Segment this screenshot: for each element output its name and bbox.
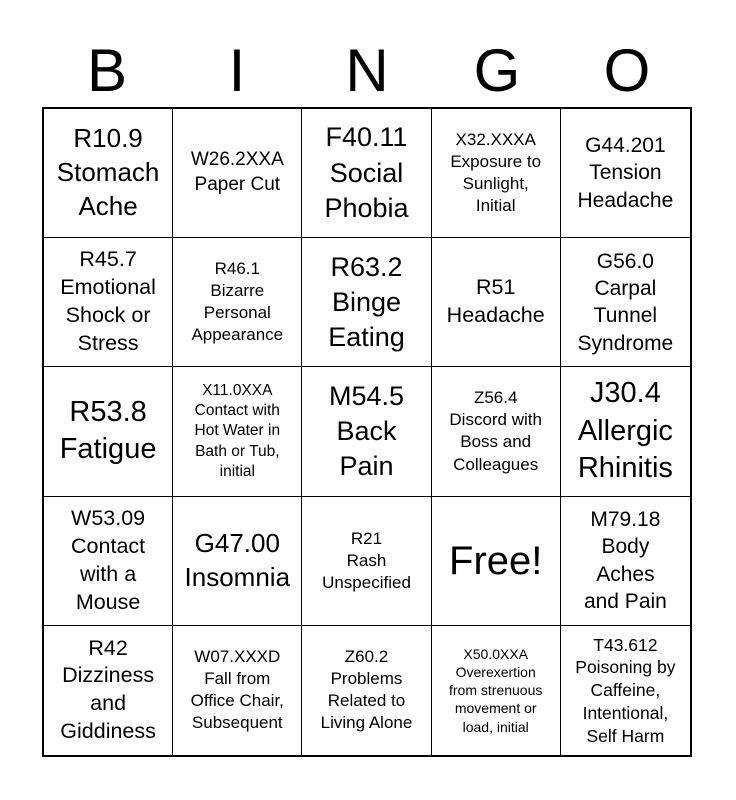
- cell-label-line: Intentional,: [582, 702, 669, 723]
- bingo-cell[interactable]: [561, 238, 690, 367]
- cell-code: R46.1: [214, 259, 260, 279]
- cell-label-line: Related to: [327, 691, 406, 711]
- cell-label-line: Bizarre: [210, 281, 265, 301]
- bingo-cell[interactable]: [173, 626, 302, 755]
- cell-code: Z60.2: [344, 647, 389, 667]
- bingo-cell[interactable]: [302, 109, 431, 238]
- cell-label-line: Bath or Tub,: [195, 442, 280, 460]
- cell-code: M54.5: [328, 380, 405, 411]
- cell-label-line: Exposure to: [450, 152, 542, 171]
- cell-label-line: Contact: [71, 533, 146, 558]
- cell-code: R45.7: [79, 247, 137, 272]
- cell-label-line: Living Alone: [320, 713, 413, 733]
- title-letter-g: G: [473, 37, 521, 104]
- cell-label-line: Colleagues: [453, 454, 539, 474]
- bingo-cell-free[interactable]: [432, 497, 561, 626]
- cell-label-line: Ache: [78, 190, 138, 221]
- cell-label-line: from strenuous: [449, 682, 543, 699]
- bingo-cell[interactable]: [173, 367, 302, 496]
- cell-label-line: Stress: [77, 331, 139, 356]
- bingo-cell[interactable]: [44, 109, 173, 238]
- bingo-title: [42, 0, 692, 107]
- cell-label-line: with a: [80, 561, 137, 586]
- cell-label-line: and: [90, 691, 127, 716]
- cell-code: M79.18: [590, 508, 661, 532]
- cell-code: R21: [350, 528, 383, 548]
- cell-label-line: Office Chair,: [190, 691, 284, 711]
- cell-label-line: Body: [601, 535, 650, 559]
- cell-label-line: Allergic: [577, 414, 673, 447]
- title-letter-n: N: [345, 37, 389, 104]
- bingo-cell[interactable]: [44, 367, 173, 496]
- cell-label-line: Fall from: [204, 669, 271, 689]
- cell-code: G44.201: [585, 134, 666, 158]
- cell-label-line: Emotional: [60, 275, 156, 300]
- cell-label-line: Shock or: [65, 303, 151, 328]
- cell-label-line: Insomnia: [184, 561, 291, 592]
- title-letter-b: B: [86, 37, 128, 104]
- bingo-cell[interactable]: [302, 497, 431, 626]
- cell-code: X50.0XXA: [463, 645, 528, 662]
- cell-label-line: Tunnel: [593, 304, 658, 328]
- title-letter-o: O: [603, 37, 651, 104]
- cell-label-line: Pain: [339, 451, 394, 482]
- cell-label-line: Eating: [328, 321, 405, 352]
- bingo-cell[interactable]: [561, 109, 690, 238]
- cell-label-line: Rash: [346, 550, 387, 570]
- cell-label-line: Tension: [589, 161, 662, 185]
- cell-label-line: Binge: [331, 286, 402, 317]
- bingo-cell[interactable]: [432, 626, 561, 755]
- cell-label-line: Overexertion: [455, 664, 536, 681]
- cell-code: R63.2: [330, 251, 403, 282]
- cell-code: R51: [475, 275, 516, 300]
- cell-label-line: Personal: [203, 303, 271, 323]
- cell-label-line: Giddiness: [60, 719, 156, 744]
- cell-label-line: Headache: [446, 303, 545, 328]
- cell-label-line: load, initial: [462, 718, 529, 735]
- bingo-cell[interactable]: [302, 238, 431, 367]
- cell-label-line: Mouse: [75, 589, 141, 614]
- cell-label-line: Syndrome: [577, 331, 674, 355]
- cell-label-line: and Pain: [583, 589, 667, 613]
- bingo-cell[interactable]: [173, 238, 302, 367]
- cell-label-line: Carpal: [594, 276, 657, 300]
- bingo-cell[interactable]: [44, 626, 173, 755]
- cell-label-line: Hot Water in: [194, 422, 281, 440]
- bingo-cell[interactable]: [432, 238, 561, 367]
- cell-label-line: Paper Cut: [194, 174, 281, 196]
- cell-label-line: Headache: [577, 188, 674, 212]
- bingo-cell[interactable]: [302, 626, 431, 755]
- cell-label-line: Initial: [475, 196, 516, 216]
- cell-label-line: Phobia: [324, 192, 409, 223]
- bingo-cell[interactable]: [44, 238, 173, 367]
- bingo-cell[interactable]: [173, 109, 302, 238]
- cell-label-line: Fatigue: [59, 433, 157, 466]
- cell-label-line: Dizziness: [62, 663, 155, 688]
- cell-code: G56.0: [596, 249, 654, 273]
- cell-code: G47.00: [194, 527, 280, 558]
- cell-code: W07.XXXD: [194, 647, 281, 667]
- bingo-cell[interactable]: [173, 497, 302, 626]
- cell-code: X32.XXXA: [455, 129, 536, 149]
- cell-label-line: Social: [329, 157, 404, 188]
- cell-label-line: Appearance: [191, 325, 284, 345]
- bingo-cell[interactable]: [302, 367, 431, 496]
- cell-label-line: Back: [336, 415, 397, 446]
- cell-code: R10.9: [73, 123, 143, 154]
- bingo-cell[interactable]: [432, 109, 561, 238]
- cell-label-line: Contact with: [194, 402, 280, 420]
- cell-label-line: Unspecified: [322, 572, 411, 592]
- bingo-cell[interactable]: [561, 626, 690, 755]
- cell-label-line: Boss and: [460, 432, 532, 452]
- cell-code: F40.11: [325, 122, 408, 153]
- bingo-cell[interactable]: [432, 367, 561, 496]
- cell-label-line: Self Harm: [586, 725, 665, 746]
- cell-code: Z56.4: [473, 388, 518, 408]
- bingo-cell[interactable]: [561, 367, 690, 496]
- cell-code: T43.612: [593, 634, 658, 655]
- cell-code: J30.4: [589, 376, 661, 409]
- cell-label-line: Caffeine,: [590, 680, 661, 701]
- cell-code: W26.2XXA: [190, 149, 284, 171]
- cell-code: R53.8: [69, 395, 147, 428]
- bingo-cell[interactable]: [561, 497, 690, 626]
- cell-code: R42: [88, 635, 128, 660]
- cell-label-line: Problems: [330, 669, 403, 689]
- cell-code: X11.0XXA: [202, 382, 273, 400]
- bingo-grid: [42, 107, 692, 757]
- cell-label-line: movement or: [454, 700, 537, 717]
- cell-label-line: initial: [219, 462, 255, 480]
- title-letter-i: I: [228, 37, 246, 104]
- cell-label-line: Subsequent: [191, 713, 283, 733]
- cell-label-line: Sunlight,: [462, 174, 529, 194]
- bingo-cell[interactable]: [44, 497, 173, 626]
- cell-code: W53.09: [71, 505, 146, 530]
- cell-label-line: Stomach: [56, 157, 160, 188]
- cell-label-line: Aches: [596, 562, 655, 586]
- cell-label-line: Discord with: [449, 410, 542, 430]
- cell-label-line: Poisoning by: [575, 657, 676, 678]
- cell-label-line: Free!: [449, 538, 543, 583]
- cell-label-line: Rhinitis: [577, 452, 673, 485]
